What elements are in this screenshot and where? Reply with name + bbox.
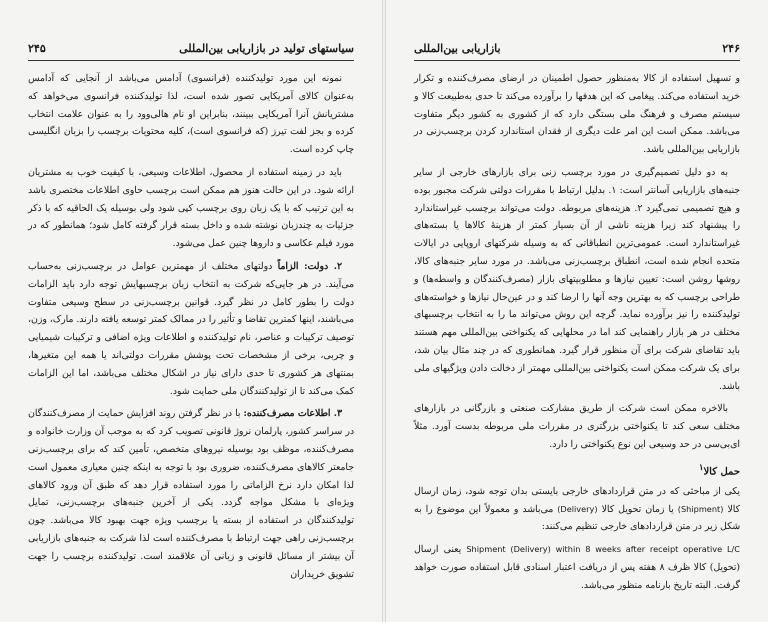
paragraph: به دو دلیل تصمیم‌گیری در مورد برچسب زنی برای بازارهای خارجی از سایر جنبه‌های بازاریابی آسانتر است: ۱. بدلیل ارتباط با مقررات دولتی شرکت مجبور بوده و هیچ تصمیمی نمی‌گیرد ۲. هزینه‌های مربوطه. دولت می‌تواند برچسب غیراستاندارد را پیشنهاد کند زیرا هزینه ناشی از آن بسیار کمتر از هزینهٔ کالاها یا بسته‌های غیراستاندارد است. عمومی‌ترین انطباقاتی که به وسیله شرکتهای اروپایی در ایالات متحده انجام شده است، انطباق برچسب‌زنی می‌باشد. در مورد سایر جنبه‌های کالا، روشها روشن است: تعیین نیازها و مطلوبیتهای بازار (مصرف‌کنندگان و واسطه‌ها) و طراحی برچسب که به بهترین وجه آنها را ارضا کند و در عین‌حال نیازها و خواسته‌های تولیدکننده را نیز برآورده نماید. گرچه این روش می‌تواند ما را به انتخاب برچسبهای مختلف در هر بازار راهنمایی کند اما در محلهایی که یکنواختی بین‌المللی مهم هستند باید تقاضای شرکت برای آن منظور قرار گیرد. همانطوری که در چند مثال بیان شد، برای یک شرکت ممکن است یکنواختی بین‌المللی مهمتر از دخالت دادن ویژگیهای ملی باشد. — [414, 166, 741, 392]
section-heading — [414, 459, 740, 481]
paragraph — [28, 258, 354, 400]
paragraph — [28, 405, 354, 583]
paragraph-text: یکی از مباحثی که در متن قراردادهای خارجی بایستی بدان توجه شود، زمان ارسال کالا — [414, 485, 741, 515]
paragraph-text: با در نظر گرفتن روند افزایش حمایت از مصرف‌کنندگان در سراسر کشور، پارلمان نروژ قانونی تصویب کرد که به موجب آن وزارت خانواده و مصرف‌کننده، موظف بود بوسیله نیروهای متخصص، تأمین کند که برای برچسب‌زنی جامعتر کالاهای مصرف‌کننده، ضروری بود با توجه به اینکه چنین معیاری معمول است لذا امکان دارد نرخ الزاماتی را مورد استفاده قرار دهد که طبق آن ورود کالاهای ویژه‌ای با مشکل مواجه گردد. یکی از آخرین جنبه‌های برچسب‌زنی، تمایل تولیدکنندگان در استفاده از بسته یا برچسب ویژه جهت بهبود کالا می‌باشد. چون برچسب‌زنی راهی جهت ارتباط با مصرف‌کننده است لذا شرکت به جنبه‌های بازاریابی آن بیشتر از مسائل قانونی و زبانی آن علاقمند است. تولیدکننده برچسب را جهت تشویق خریداران — [28, 408, 354, 580]
paragraph: بالاخره ممکن است شرکت از طریق مشارکت صنعتی و بازرگانی در بازارهای مختلف سعی کند تا یکنواختی بزرگتری در مقررات ملی مربوطه بدست آورد. مثلاً ای‌بی‌سی در حد وسیعی این نوع یکنواختی را دارد. — [414, 403, 740, 450]
paragraph-text: می‌باشد و معمولاً این موضوع را به شکل زیر در متن قراردادهای خارجی تنظیم می‌کنند: — [414, 503, 740, 533]
paragraph — [414, 483, 740, 536]
right-page-header — [414, 42, 740, 58]
page-number: ۲۴۵ — [28, 42, 46, 55]
right-page — [386, 0, 768, 622]
footnote-marker: ۱ — [698, 461, 704, 472]
paragraph-text: دولتهای مختلف از مهمترین عوامل در برچسب‌زنی به‌حساب می‌آیند. در هر جایی‌که شرکت به انتخاب زبان برچسبهایش توجه دارد باید الزامات دولت را بطور کامل در نظر گیرد. قوانین برچسب‌زنی در سطح وسیعی متفاوت می‌باشند، اینها کمترین تقاضا و تأثیر را در ممالک کمتر توسعه یافته دارند. مارک، وزن، توصیف ترکیبات و عناصر، نام تولیدکننده و اطلاعات ویژه اضافی و ترکیبات شیمیایی و چربی، برخی از مشخصات تحت پوشش مقررات دولتی‌اند یا همه این متغیرها، بمنتهای هر کشوری تا حدی دارای نیاز در اشکال مختلف می‌باشد، اما این الزامات کمک می‌کند تا از تولیدکنندگان ملی حمایت شود. — [28, 260, 354, 397]
page-number: ۲۴۶ — [722, 42, 740, 55]
paragraph-text: یا زمان تحویل کالا — [597, 503, 678, 515]
paragraph-text: یعنی ارسال (تحویل) کالا ظرف ۸ هفته پس از دریافت اعتبار اسنادی قابل استفاده صورت خواهد گرفت. البته تاریخ بارنامه منظور می‌باشد. — [414, 544, 740, 591]
english-term: (Delivery) — [557, 503, 598, 514]
running-title: بازاریابی بین‌المللی — [414, 42, 501, 55]
section-title: حمل کالا — [703, 466, 740, 478]
english-term: (Shipment) — [677, 503, 724, 514]
paragraph: باید در زمینه استفاده از محصول، اطلاعات وسیعی، با کیفیت خوب به مشتریان ارائه شود. در این حالت هنوز هم ممکن است برچسب حاوی اطلاعات مختصری باشد به این ترتیب که با یک زبان روی برچسب کپی شود ولی بوسیله یک الحاقیه که با ذکر جزئیات به چندزبان نوشته شده و داخل بسته قرار گرفته کامل شود؛ همانطور که در مورد فیلم عکاسی و داروها چنین عمل می‌شود. — [28, 166, 354, 250]
header-rule — [414, 60, 740, 61]
header-rule — [28, 60, 354, 61]
paragraph: و تسهیل استفاده از کالا به‌منظور حصول اطمینان در ارضای مصرف‌کننده و تکرار خرید استفاده می‌کند. پیغامی که این هدفها را برآورده می‌کند تا حدی به‌طبیعت کالا و سیستم مصرف و فرهنگ ملی بستگی دارد که از کشوری به کشور دیگر متفاوت می‌باشد. ممکن است این امر علت دیگری از فقدان استاندارد کردن برچسب‌زنی در بازاریابی بین‌المللی باشد. — [414, 73, 740, 156]
left-page-header — [28, 42, 354, 58]
left-page-body — [28, 70, 354, 588]
paragraph — [414, 541, 740, 594]
left-page — [0, 0, 382, 622]
right-page-body — [414, 70, 740, 600]
english-clause: Shipment (Delivery) within 8 weeks after receipt operative L/C — [466, 544, 740, 555]
paragraph: نمونه این مورد تولیدکننده (فرانسوی) آدامس می‌باشد از آنجایی که آدامس به‌عنوان کالای آمریکایی تصور شده است، لذا تولیدکننده فرانسوی می‌خواهد که مشتریانش آنرا آمریکایی ببینند، بنابراین او نام هالی‌وود را به عنوان علامت انتخاب کرده و بجز لفت تیرز (که فرانسوی است)، کلیه محتویات برچسب را بزبان انگلیسی چاپ کرده است. — [28, 73, 354, 156]
paragraph-heading: ۲. دولت: الزاماً — [277, 260, 342, 272]
paragraph-heading: ۳. اطلاعات مصرف‌کننده: — [243, 408, 342, 420]
running-title: سیاستهای تولید در بازاریابی بین‌المللی — [179, 42, 354, 55]
